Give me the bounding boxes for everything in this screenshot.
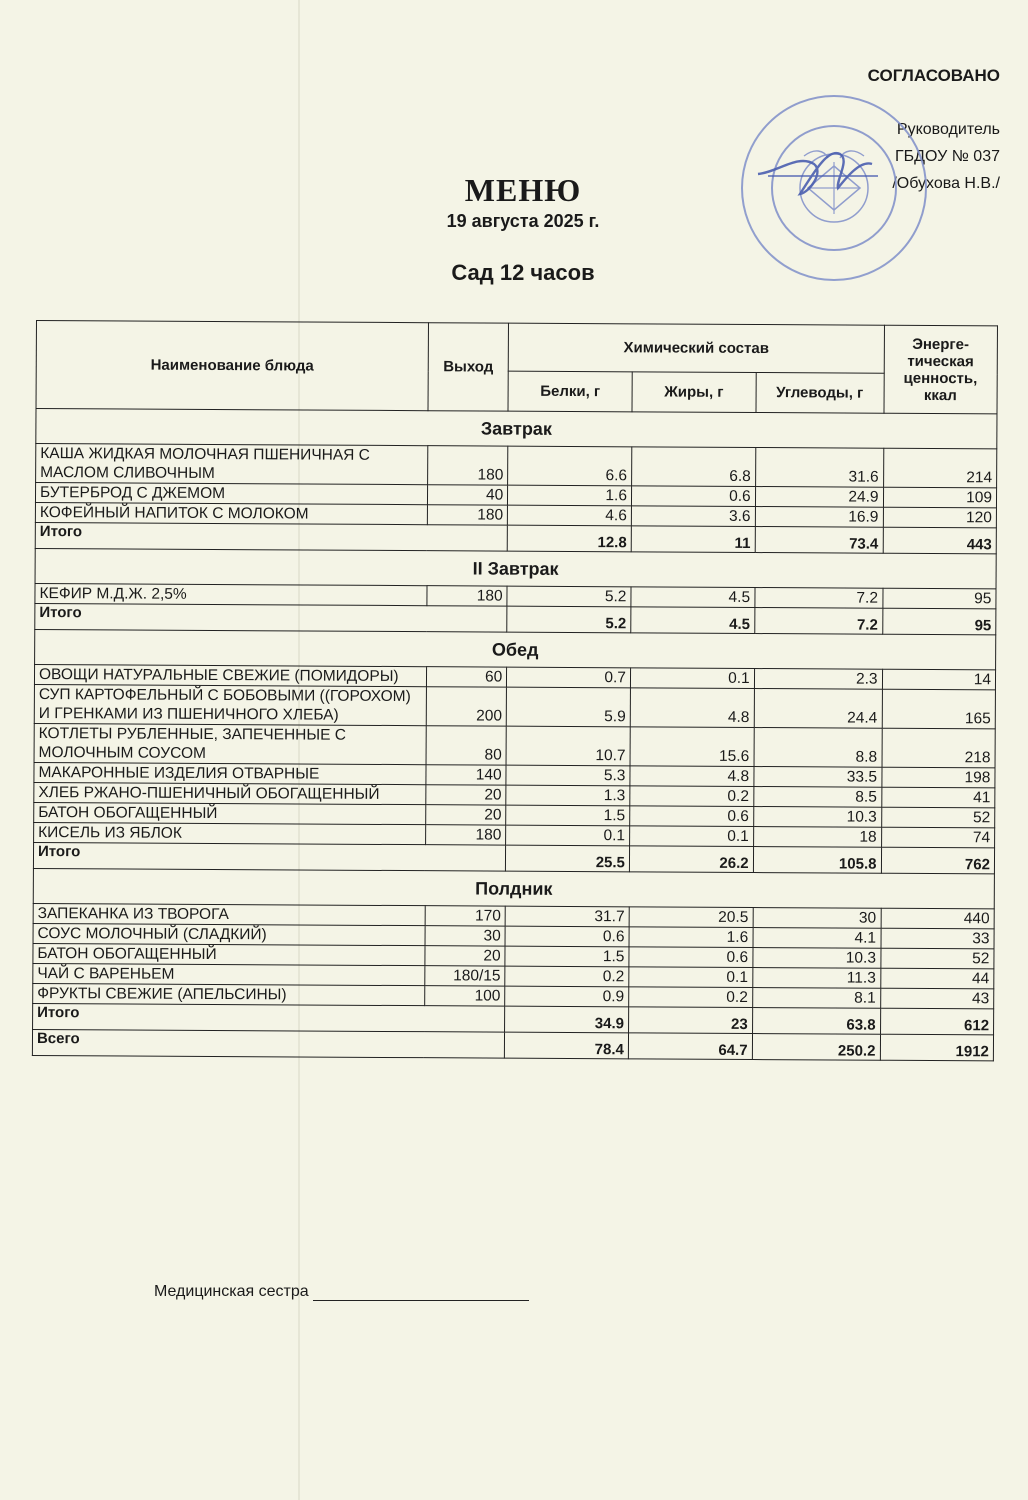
dish-energy: 120	[883, 507, 997, 528]
dish-output: 80	[426, 726, 507, 765]
section-title: II Завтрак	[35, 548, 996, 588]
dish-protein: 1.3	[506, 785, 630, 806]
dish-output: 180	[427, 586, 508, 606]
dish-carbs: 8.5	[753, 787, 881, 808]
section-header-row	[35, 629, 996, 669]
dish-name: СУП КАРТОФЕЛЬНЫЙ С БОБОВЫМИ ((ГОРОХОМ) И ГРЕНКАМИ ИЗ ПШЕНИЧНОГО ХЛЕБА)	[34, 684, 426, 725]
dish-protein: 0.1	[506, 825, 630, 846]
dish-energy: 198	[881, 767, 995, 788]
dish-energy: 52	[880, 948, 994, 969]
dish-protein: 0.6	[505, 926, 629, 947]
dish-name: СОУС МОЛОЧНЫЙ (СЛАДКИЙ)	[33, 923, 425, 945]
dish-carbs: 16.9	[755, 507, 883, 528]
section-header-row	[36, 409, 997, 449]
dish-fat: 0.6	[630, 806, 754, 827]
dish-energy: 41	[881, 787, 995, 808]
approval-position: Руководитель	[896, 121, 1000, 138]
dish-fat: 4.5	[631, 587, 755, 608]
dish-protein: 5.2	[507, 586, 631, 607]
dish-fat: 0.1	[630, 668, 754, 689]
dish-protein: 10.7	[506, 726, 630, 766]
dish-energy: 218	[882, 728, 996, 768]
total-protein: 25.5	[506, 845, 630, 872]
dish-protein: 0.7	[507, 667, 631, 688]
dish-carbs: 31.6	[755, 448, 883, 488]
menu-subtitle: Сад 12 часов	[451, 260, 595, 285]
dish-output: 180/15	[425, 966, 506, 986]
dish-energy: 109	[883, 487, 997, 508]
dish-name: БАТОН ОБОГАЩЕННЫЙ	[33, 943, 425, 965]
total-carbs: 63.8	[752, 1008, 880, 1035]
dish-carbs: 24.4	[754, 689, 882, 729]
total-carbs: 73.4	[755, 527, 883, 554]
dish-carbs: 8.8	[754, 728, 882, 768]
table-row	[36, 444, 997, 488]
dish-protein: 5.3	[506, 765, 630, 786]
dish-protein: 0.9	[505, 986, 629, 1007]
total-protein: 12.8	[507, 525, 631, 552]
dish-energy: 43	[880, 988, 994, 1009]
dish-output: 180	[427, 446, 508, 485]
dish-name: МАКАРОННЫЕ ИЗДЕЛИЯ ОТВАРНЫЕ	[34, 762, 426, 784]
dish-energy: 44	[880, 968, 994, 989]
dish-name: КАША ЖИДКАЯ МОЛОЧНАЯ ПШЕНИЧНАЯ С МАСЛОМ СЛИВОЧНЫМ	[36, 444, 428, 485]
dish-carbs: 2.3	[754, 669, 882, 690]
total-energy: 762	[881, 847, 995, 874]
dish-carbs: 11.3	[752, 968, 880, 989]
dish-energy: 74	[881, 827, 995, 848]
dish-name: БАТОН ОБОГАЩЕННЫЙ	[34, 802, 426, 824]
header-carbs: Углеводы, г	[756, 373, 884, 414]
total-protein: 34.9	[505, 1006, 629, 1033]
dish-output: 30	[425, 926, 506, 946]
total-carbs: 105.8	[753, 847, 881, 874]
approval-heading: СОГЛАСОВАНО	[867, 66, 1000, 85]
total-energy: 612	[880, 1008, 994, 1035]
total-fat: 26.2	[629, 846, 753, 873]
dish-energy: 214	[883, 448, 997, 488]
dish-carbs: 18	[753, 827, 881, 848]
dish-carbs: 4.1	[753, 928, 881, 949]
dish-output: 140	[426, 765, 507, 785]
dish-energy: 95	[882, 588, 996, 609]
dish-carbs: 7.2	[755, 588, 883, 609]
page-title: МЕНЮ	[464, 172, 582, 208]
dish-fat: 1.6	[629, 927, 753, 948]
dish-protein: 1.5	[505, 946, 629, 967]
dish-carbs: 10.3	[753, 948, 881, 969]
dish-name: ХЛЕБ РЖАНО-ПШЕНИЧНЫЙ ОБОГАЩЕННЫЙ	[34, 782, 426, 804]
total-protein: 5.2	[507, 606, 631, 633]
section-header-row	[35, 548, 996, 588]
dish-protein: 1.5	[506, 805, 630, 826]
total-carbs: 7.2	[754, 608, 882, 635]
dish-fat: 0.1	[630, 826, 754, 847]
footer-signature	[154, 1280, 529, 1301]
dish-name: ОВОЩИ НАТУРАЛЬНЫЕ СВЕЖИЕ (ПОМИДОРЫ)	[34, 664, 426, 686]
section-header-row	[33, 868, 994, 908]
dish-energy: 52	[881, 807, 995, 828]
dish-name: ЧАЙ С ВАРЕНЬЕМ	[33, 963, 425, 985]
dish-output: 20	[425, 805, 506, 825]
dish-fat: 15.6	[630, 727, 754, 767]
menu-table-body	[32, 409, 997, 1061]
dish-energy: 440	[881, 908, 995, 929]
dish-fat: 0.1	[629, 967, 753, 988]
dish-carbs: 10.3	[753, 807, 881, 828]
header-dish-name: Наименование блюда	[36, 321, 428, 411]
dish-output: 170	[425, 906, 506, 926]
dish-fat: 20.5	[629, 907, 753, 928]
dish-name: КОТЛЕТЫ РУБЛЕННЫЕ, ЗАПЕЧЕННЫЕ С МОЛОЧНЫМ СОУСОМ	[34, 723, 426, 764]
dish-carbs: 33.5	[754, 767, 882, 788]
dish-fat: 0.6	[631, 486, 755, 507]
menu-table	[32, 320, 998, 1061]
dish-output: 180	[427, 505, 508, 525]
dish-fat: 4.8	[630, 766, 754, 787]
grand-total-carbs: 250.2	[752, 1034, 880, 1061]
grand-total-fat: 64.7	[628, 1033, 752, 1060]
total-label: Итого	[33, 842, 505, 871]
dish-fat: 0.6	[629, 947, 753, 968]
dish-carbs: 30	[753, 908, 881, 929]
dish-protein: 4.6	[508, 505, 632, 526]
total-label: Итого	[35, 603, 507, 632]
dish-fat: 4.8	[630, 688, 754, 728]
header-protein: Белки, г	[508, 371, 632, 412]
dish-output: 100	[424, 986, 505, 1006]
dish-output: 180	[425, 825, 506, 845]
dish-output: 20	[426, 785, 507, 805]
dish-name: КЕФИР М.Д.Ж. 2,5%	[35, 583, 427, 605]
grand-total-row	[32, 1029, 993, 1060]
total-label: Итого	[35, 522, 507, 551]
section-title: Полдник	[33, 868, 994, 908]
header-chem-composition: Химический состав	[508, 323, 884, 373]
dish-fat: 0.2	[630, 786, 754, 807]
dish-name: ФРУКТЫ СВЕЖИЕ (АПЕЛЬСИНЫ)	[33, 983, 425, 1005]
dish-output: 60	[426, 667, 507, 687]
grand-total-energy: 1912	[880, 1034, 994, 1061]
dish-fat: 0.2	[629, 987, 753, 1008]
title-block	[0, 172, 1028, 286]
section-title: Обед	[35, 629, 996, 669]
grand-total-label: Всего	[32, 1029, 504, 1058]
dish-fat: 3.6	[631, 506, 755, 527]
dish-energy: 14	[882, 669, 996, 690]
dish-energy: 165	[882, 689, 996, 729]
approval-signatory: /Обухова Н.В./	[892, 175, 1000, 192]
dish-energy: 33	[881, 928, 995, 949]
table-row	[34, 723, 995, 767]
dish-name: КОФЕЙНЫЙ НАПИТОК С МОЛОКОМ	[35, 502, 427, 524]
total-fat: 11	[631, 526, 755, 553]
dish-protein: 0.2	[505, 966, 629, 987]
total-energy: 443	[883, 527, 997, 554]
dish-carbs: 8.1	[752, 988, 880, 1009]
dish-output: 20	[425, 946, 506, 966]
section-title: Завтрак	[36, 409, 997, 449]
dish-name: КИСЕЛЬ ИЗ ЯБЛОК	[34, 822, 426, 844]
dish-protein: 31.7	[505, 906, 629, 927]
dish-fat: 6.8	[632, 447, 756, 487]
dish-name: БУТЕРБРОД С ДЖЕМОМ	[35, 483, 427, 505]
dish-protein: 6.6	[508, 446, 632, 486]
dish-protein: 1.6	[508, 485, 632, 506]
header-energy: Энерге-тическая ценность, ккал	[884, 325, 998, 414]
dish-name: ЗАПЕКАНКА ИЗ ТВОРОГА	[33, 903, 425, 925]
dish-carbs: 24.9	[755, 487, 883, 508]
footer-label: Медицинская сестра	[154, 1283, 309, 1300]
total-fat: 4.5	[631, 607, 755, 634]
total-label: Итого	[33, 1003, 505, 1032]
menu-date: 19 августа 2025 г.	[446, 211, 600, 231]
dish-protein: 5.9	[506, 687, 630, 727]
dish-output: 40	[427, 485, 508, 505]
grand-total-protein: 78.4	[505, 1032, 629, 1059]
header-fat: Жиры, г	[632, 372, 756, 413]
total-energy: 95	[882, 608, 996, 635]
total-fat: 23	[628, 1007, 752, 1034]
dish-output: 200	[426, 687, 507, 726]
signature-line	[313, 1280, 529, 1301]
approval-organization: ГБДОУ № 037	[894, 148, 1000, 165]
header-output: Выход	[428, 323, 509, 411]
table-row	[34, 684, 995, 728]
